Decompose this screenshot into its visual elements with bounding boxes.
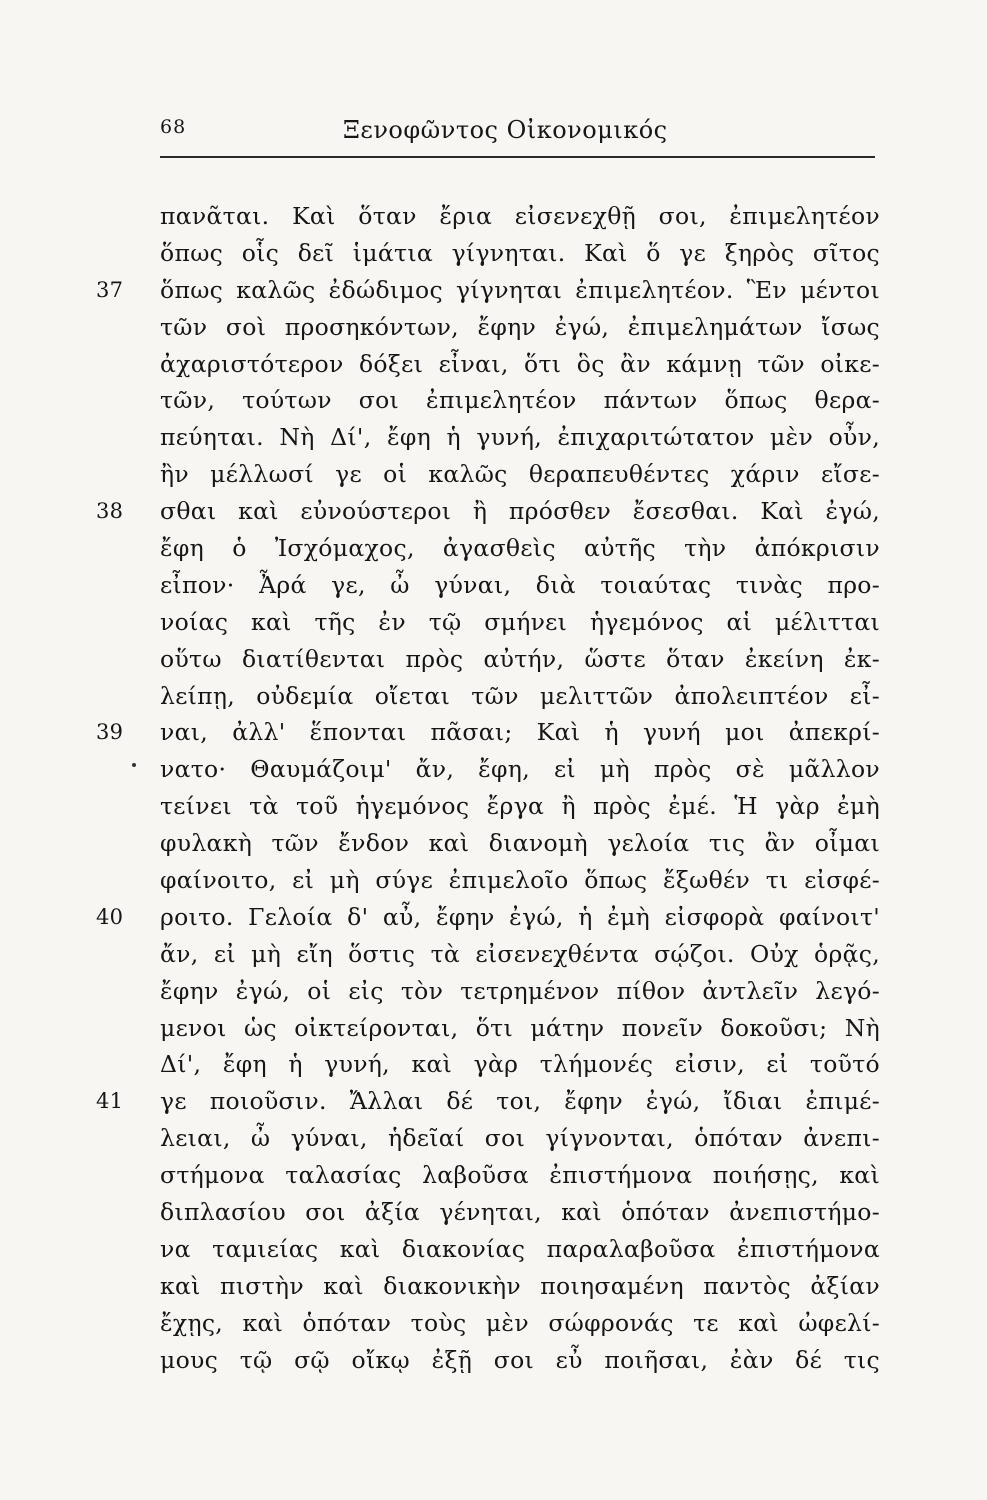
text-line [160, 862, 880, 899]
text-line [160, 530, 880, 567]
text-line [160, 346, 880, 383]
text-line [160, 788, 880, 825]
line-text: τῶν, τούτων σοι ἐπιμελητέον πάντων ὅπως θερα- [160, 386, 880, 415]
text-line [160, 1046, 880, 1083]
line-text: σθαι καὶ εὐνούστεροι ἢ πρόσθεν ἔσεσθαι. Καὶ ἐγώ, [160, 497, 880, 526]
text-line [160, 1231, 880, 1268]
text-line [160, 198, 880, 235]
text-line [160, 382, 880, 419]
text-line [96, 272, 880, 309]
text-line [160, 567, 880, 604]
text-line [160, 751, 880, 788]
line-text: νατο· Θαυμάζοιμ' ἄν, ἔφη, εἰ μὴ πρὸς σὲ μᾶλλον [160, 755, 880, 784]
line-text: φαίνοιτο, εἰ μὴ σύγε ἐπιμελοῖο ὅπως ἔξωθέν τι εἰσφέ- [160, 866, 880, 895]
line-text: καὶ πιστὴν καὶ διακονικὴν ποιησαμένη παντὸς ἀξίαν [160, 1271, 880, 1300]
line-text: φυλακὴ τῶν ἔνδον καὶ διανομὴ γελοία τις ἂν οἶμαι [160, 829, 880, 858]
text-line [160, 1268, 880, 1305]
line-text: οὕτω διατίθενται πρὸς αὐτήν, ὥστε ὅταν ἐκείνη ἐκ- [160, 644, 880, 673]
text-line [96, 899, 880, 936]
text-line [160, 1157, 880, 1194]
margin-dot [132, 763, 136, 767]
line-text: νοίας καὶ τῆς ἐν τῷ σμήνει ἡγεμόνος αἱ μέλιτται [160, 607, 880, 636]
line-text: τείνει τὰ τοῦ ἡγεμόνος ἔργα ἢ πρὸς ἐμέ. Ἡ γὰρ ἐμὴ [160, 792, 880, 821]
header-rule [160, 156, 875, 161]
line-text: ἄν, εἰ μὴ εἴη ὅστις τὰ εἰσενεχθέντα σῴζοι. Οὐχ ὁρᾷς, [160, 939, 880, 968]
line-text: πανᾶται. Καὶ ὅταν ἔρια εἰσενεχθῇ σοι, ἐπιμελητέον [160, 202, 880, 230]
line-text: ἀχαριστότερον δόξει εἶναι, ὅτι ὃς ἂν κάμνῃ τῶν οἰκε- [160, 349, 880, 378]
line-text: ἔφη ὁ Ἰσχόμαχος, ἀγασθεὶς αὐτῆς τὴν ἀπόκρισιν [160, 534, 880, 563]
text-line [160, 1010, 880, 1047]
line-text: διπλασίου σοι ἀξία γένηται, καὶ ὁπόταν ἀνεπιστήμο- [160, 1198, 880, 1227]
page-number: 68 [160, 116, 187, 138]
line-text: μους τῷ σῷ οἴκῳ ἐξῇ σοι εὖ ποιῆσαι, ἐὰν δέ τις [160, 1345, 880, 1374]
text-line [160, 825, 880, 862]
text-line [160, 1342, 880, 1379]
text-line [96, 493, 880, 530]
line-text: λειαι, ὦ γύναι, ἡδεῖαί σοι γίγνονται, ὁπόταν ἀνεπι- [160, 1124, 880, 1153]
body-text [96, 198, 880, 1379]
line-text: μενοι ὡς οἰκτείρονται, ὅτι μάτην πονεῖν δοκοῦσι; Νὴ [160, 1013, 880, 1042]
text-line [160, 678, 880, 715]
line-text: πεύηται. Νὴ Δί', ἔφη ἡ γυνή, ἐπιχαριτώτατον μὲν οὖν, [160, 423, 880, 452]
line-text: να ταμιείας καὶ διακονίας παραλαβοῦσα ἐπιστήμονα [160, 1234, 880, 1263]
text-line [160, 936, 880, 973]
line-text: ναι, ἀλλ' ἕπονται πᾶσαι; Καὶ ἡ γυνή μοι ἀπεκρί- [160, 718, 880, 747]
text-line [160, 1120, 880, 1157]
line-text: ὅπως οἷς δεῖ ἱμάτια γίγνηται. Καὶ ὅ γε ξηρὸς σῖτος [160, 238, 880, 267]
line-text: ροιτο. Γελοία δ' αὖ, ἔφην ἐγώ, ἡ ἐμὴ εἰσφορὰ φαίνοιτ' [160, 902, 880, 931]
section-number: 40 [96, 904, 124, 929]
line-text: Δί', ἔφη ἡ γυνή, καὶ γὰρ τλήμονές εἰσιν, εἰ τοῦτό [160, 1050, 880, 1079]
section-number: 39 [96, 720, 124, 745]
text-line [160, 604, 880, 641]
running-title: Ξενοφῶντος Οἰκονομικός [343, 116, 668, 144]
page-header [160, 116, 875, 156]
line-text: ἢν μέλλωσί γε οἱ καλῶς θεραπευθέντες χάριν εἴσε- [160, 460, 880, 489]
text-line [160, 419, 880, 456]
text-line [160, 1194, 880, 1231]
line-text: στήμονα ταλασίας λαβοῦσα ἐπιστήμονα ποιήσῃς, καὶ [160, 1161, 880, 1190]
text-line [96, 1083, 880, 1120]
line-text: τῶν σοὶ προσηκόντων, ἔφην ἐγώ, ἐπιμελημάτων ἴσως [160, 312, 880, 341]
line-text: ἔφην ἐγώ, οἱ εἰς τὸν τετρημένον πίθον ἀντλεῖν λεγό- [160, 976, 880, 1005]
section-number: 38 [96, 499, 124, 524]
text-line [160, 456, 880, 493]
section-number: 41 [96, 1089, 124, 1114]
text-line [160, 973, 880, 1010]
line-text: γε ποιοῦσιν. Ἄλλαι δέ τοι, ἔφην ἐγώ, ἴδιαι ἐπιμέ- [160, 1087, 880, 1116]
text-line [96, 714, 880, 751]
text-line [160, 641, 880, 678]
section-number: 37 [96, 277, 124, 302]
line-text: ὅπως καλῶς ἐδώδιμος γίγνηται ἐπιμελητέον. Ἓν μέντοι [160, 275, 880, 304]
text-line [160, 1305, 880, 1342]
line-text: εἶπον· Ἆρά γε, ὦ γύναι, διὰ τοιαύτας τινὰς προ- [160, 570, 880, 599]
line-text: λείπῃ, οὐδεμία οἴεται τῶν μελιττῶν ἀπολειπτέον εἶ- [160, 681, 880, 710]
text-line [160, 235, 880, 272]
line-text: ἔχῃς, καὶ ὁπόταν τοὺς μὲν σώφρονάς τε καὶ ὠφελί- [160, 1308, 880, 1337]
text-line [160, 309, 880, 346]
